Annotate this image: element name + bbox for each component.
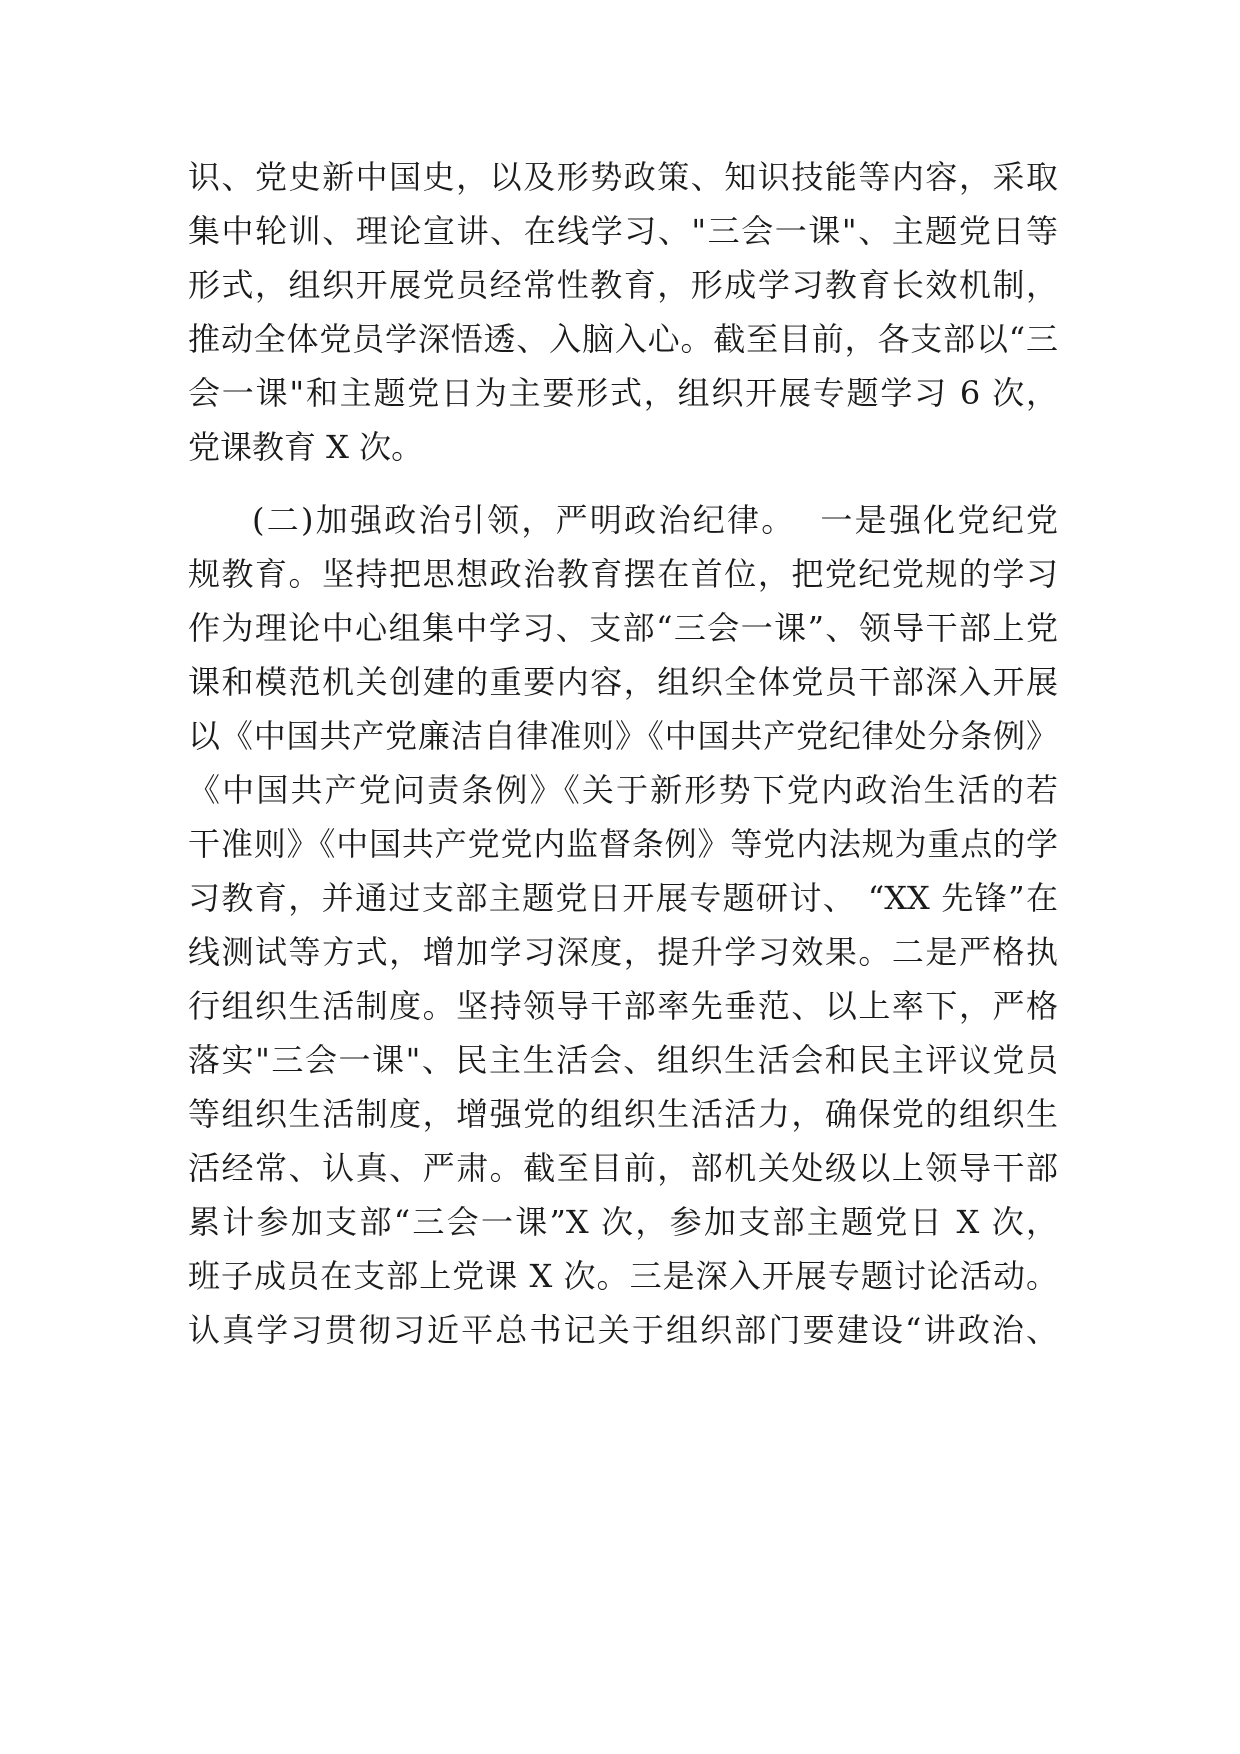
paragraph-political-discipline: [188, 493, 1058, 1357]
text-line: 累计参加支部“三会一课”X 次，参加支部主题党日 X 次，: [188, 1203, 1058, 1241]
text-line: 活经常、认真、严肃。截至目前，部机关处级以上领导干部: [188, 1149, 1058, 1187]
text-line: 线测试等方式，增加学习深度，提升学习效果。二是严格执: [188, 933, 1058, 971]
text-line: 推动全体党员学深悟透、入脑入心。截至目前，各支部以“三: [188, 320, 1058, 358]
text-line: 习教育，并通过支部主题党日开展专题研讨、 “XX 先锋”在: [188, 879, 1058, 917]
text-line: 《中国共产党问责条例》《关于新形势下党内政治生活的若: [188, 771, 1058, 809]
text-line: 以《中国共产党廉洁自律准则》《中国共产党纪律处分条例》: [188, 717, 1058, 755]
text-line: 识、党史新中国史，以及形势政策、知识技能等内容，采取: [188, 158, 1058, 196]
section-heading-line: (二)加强政治引领，严明政治纪律。 一是强化党纪党: [252, 501, 1058, 539]
text-line: 干准则》《中国共产党党内监督条例》等党内法规为重点的学: [188, 825, 1058, 863]
text-line: 规教育。坚持把思想政治教育摆在首位，把党纪党规的学习: [188, 555, 1058, 593]
text-line: 会一课"和主题党日为主要形式，组织开展专题学习 6 次，: [188, 374, 1058, 412]
text-line: 班子成员在支部上党课 X 次。三是深入开展专题讨论活动。: [188, 1257, 1058, 1295]
text-line: 集中轮训、理论宣讲、在线学习、"三会一课"、主题党日等: [188, 212, 1058, 250]
text-line: 等组织生活制度，增强党的组织生活活力，确保党的组织生: [188, 1095, 1058, 1133]
text-line: 落实"三会一课"、民主生活会、组织生活会和民主评议党员: [188, 1041, 1058, 1079]
text-line: 课和模范机关创建的重要内容，组织全体党员干部深入开展: [188, 663, 1058, 701]
text-line: 党课教育 X 次。: [188, 428, 424, 466]
text-line: 形式，组织开展党员经常性教育，形成学习教育长效机制，: [188, 266, 1058, 304]
text-line: 作为理论中心组集中学习、支部“三会一课”、领导干部上党: [188, 609, 1058, 647]
text-line: 认真学习贯彻习近平总书记关于组织部门要建设“讲政治、: [188, 1311, 1058, 1349]
text-line: 行组织生活制度。坚持领导干部率先垂范、以上率下，严格: [188, 987, 1058, 1025]
paragraph-party-education: [188, 150, 1058, 474]
